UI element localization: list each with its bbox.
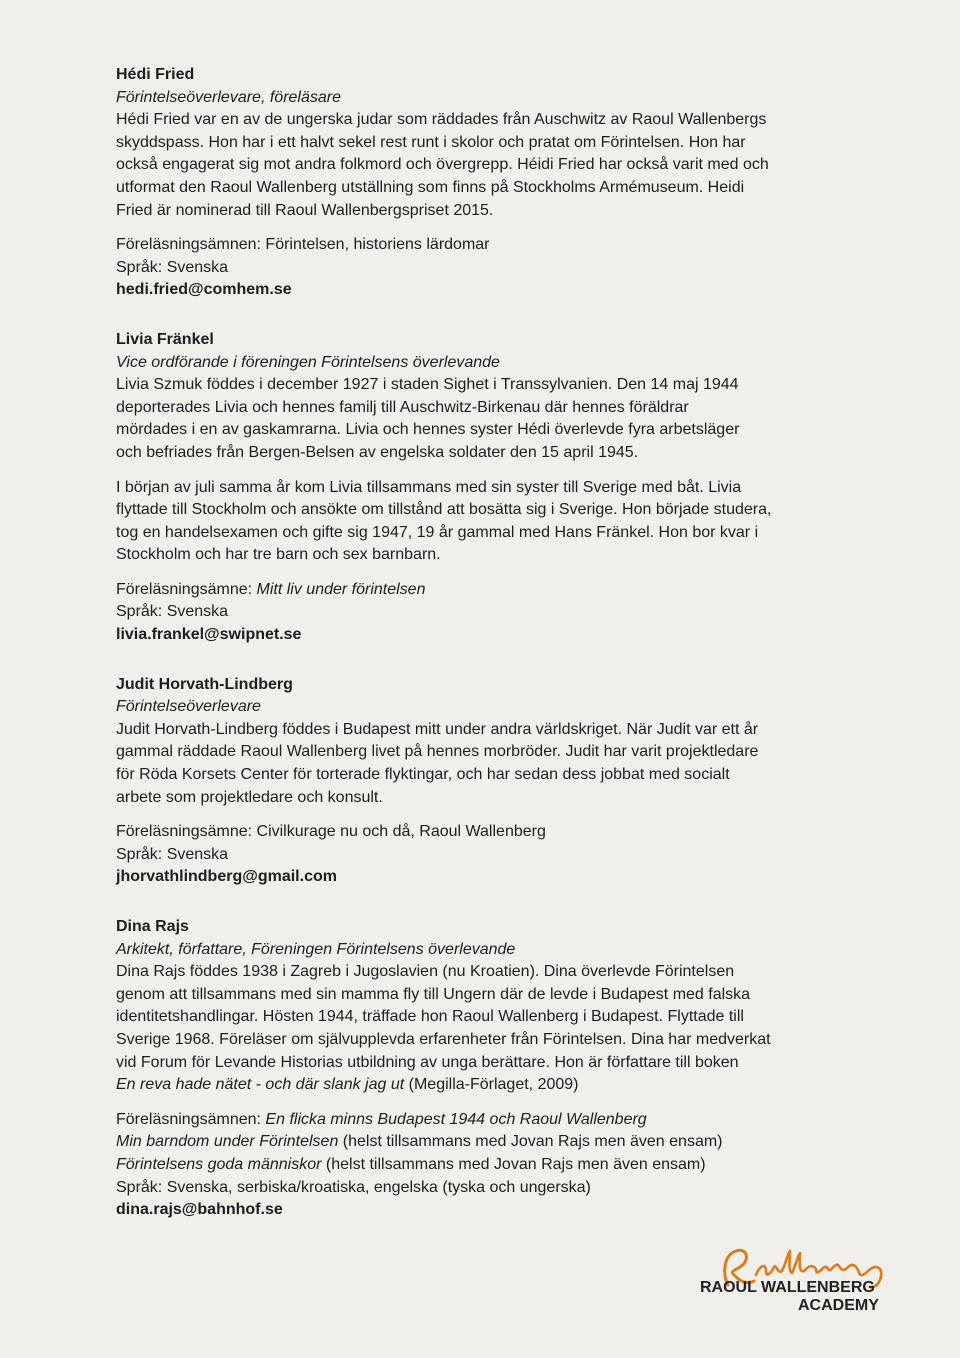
bio-line: Sverige 1968. Föreläser om självupplevda erfarenheter från Förintelsen. Dina har medverkat	[116, 1030, 771, 1048]
bio-line: och befriades från Bergen-Belsen av engelska soldater den 15 april 1945.	[116, 443, 639, 461]
email-link[interactable]: jhorvathlindberg@gmail.com	[116, 868, 337, 886]
language: Språk: Svenska	[116, 845, 229, 863]
lecture-topic	[116, 1131, 846, 1154]
bio-line: också engagerat sig mot andra folkmord och övergrepp. Héidi Fried har också varit med och	[116, 156, 769, 174]
bio-line: vid Forum för Levande Historias utbildning av unga berättare. Hon är författare till boken	[116, 1053, 739, 1071]
topics-label: Föreläsningsämnen:	[116, 1110, 266, 1128]
topics-label: Föreläsningsämne:	[116, 580, 257, 598]
bio-line: utformat den Raoul Wallenberg utställning som finns på Stockholms Armémuseum. Heidi	[116, 178, 745, 196]
lecture-topics: Föreläsningsämne: Civilkurage nu och då, Raoul Wallenberg	[116, 823, 546, 841]
speaker-role: Vice ordförande i föreningen Förintelsens överlevande	[116, 353, 500, 371]
lecture-topic	[116, 1154, 846, 1177]
bio-line: Stockholm och har tre barn och sex barnbarn.	[116, 546, 441, 564]
lecture-topics: Föreläsningsämnen: Förintelsen, historiens lärdomar	[116, 236, 490, 254]
bio-line: mördades i en av gaskamrarna. Livia och hennes syster Hédi överlevde fyra arbetsläger	[116, 421, 740, 439]
topic-title: Förintelsens goda människor	[116, 1155, 322, 1173]
bio-line	[116, 1074, 846, 1097]
lecture-topics	[116, 579, 846, 602]
book-publisher: (Megilla-Förlaget, 2009)	[404, 1076, 579, 1094]
topic-title: Mitt liv under förintelsen	[256, 580, 426, 598]
logo-line-2: ACADEMY	[798, 1297, 879, 1314]
lecture-topics	[116, 1109, 846, 1132]
bio-line: flyttade till Stockholm och ansökte om tillstånd att bosätta sig i Sverige. Hon började studera,	[116, 501, 772, 519]
speaker-name: Judit Horvath-Lindberg	[116, 675, 293, 693]
bio-line: för Röda Korsets Center för torterade flyktingar, och har sedan dess jobbat med socialt	[116, 766, 730, 784]
email-link[interactable]: livia.frankel@swipnet.se	[116, 626, 302, 644]
bio-line: genom att tillsammans med sin mamma fly till Ungern där de levde i Budapest med falska	[116, 985, 751, 1003]
document-body	[116, 64, 846, 1249]
email-link[interactable]: hedi.fried@comhem.se	[116, 281, 292, 299]
book-title: En reva hade nätet - och där slank jag ut	[116, 1076, 405, 1094]
speaker-name: Hédi Fried	[116, 66, 195, 83]
topic-title: Min barndom under Förintelsen	[116, 1133, 339, 1151]
language: Språk: Svenska	[116, 603, 229, 621]
logo-line-1: RAOUL WALLENBERG	[700, 1279, 875, 1296]
speaker-role: Förintelseöverlevare, föreläsare	[116, 88, 341, 106]
bio-line: deporterades Livia och hennes familj till Auschwitz-Birkenau där hennes föräldrar	[116, 398, 689, 416]
bio-line: Judit Horvath-Lindberg föddes i Budapest mitt under andra världskriget. När Judit var ett år	[116, 720, 759, 738]
speaker-entry-livia-frankel	[116, 329, 846, 647]
speaker-name: Dina Rajs	[116, 918, 189, 935]
email-link[interactable]: dina.rajs@bahnhof.se	[116, 1201, 283, 1219]
bio-line: gammal räddade Raoul Wallenberg livet på hennes morbröder. Judit har varit projektledare	[116, 743, 759, 761]
bio-line: identitetshandlingar. Hösten 1944, träffade hon Raoul Wallenberg i Budapest. Flyttade till	[116, 1008, 744, 1026]
bio-line: Livia Szmuk föddes i december 1927 i staden Sighet i Transsylvanien. Den 14 maj 1944	[116, 376, 739, 394]
language: Språk: Svenska, serbiska/kroatiska, engelska (tyska och ungerska)	[116, 1178, 591, 1196]
bio-line: tog en handelsexamen och gifte sig 1947, 19 år gammal med Hans Fränkel. Hon bor kvar i	[116, 523, 759, 541]
topic-title: En flicka minns Budapest 1944 och Raoul Wallenberg	[265, 1110, 647, 1128]
bio-line: Fried är nominerad till Raoul Wallenbergspriset 2015.	[116, 201, 494, 219]
speaker-role: Arkitekt, författare, Föreningen Förintelsens överlevande	[116, 940, 516, 958]
topic-note: (helst tillsammans med Jovan Rajs men även ensam)	[321, 1155, 706, 1173]
speaker-entry-judit-horvath-lindberg	[116, 674, 846, 889]
speaker-entry-dina-rajs	[116, 916, 846, 1222]
bio-line: skyddspass. Hon har i ett halvt sekel rest runt i skolor och pratat om Förintelsen. Hon har	[116, 133, 746, 151]
language: Språk: Svenska	[116, 258, 229, 276]
raoul-wallenberg-academy-logo	[700, 1245, 900, 1320]
speaker-role: Förintelseöverlevare	[116, 698, 261, 716]
speaker-name: Livia Fränkel	[116, 330, 214, 348]
bio-line: Hédi Fried var en av de ungerska judar som räddades från Auschwitz av Raoul Wallenbergs	[116, 111, 767, 129]
bio-line: I början av juli samma år kom Livia tillsammans med sin syster till Sverige med båt. Livia	[116, 478, 742, 496]
speaker-entry-hedi-fried	[116, 64, 846, 302]
bio-line: arbete som projektledare och konsult.	[116, 788, 383, 806]
topic-note: (helst tillsammans med Jovan Rajs men även ensam)	[338, 1133, 723, 1151]
bio-line: Dina Rajs föddes 1938 i Zagreb i Jugoslavien (nu Kroatien). Dina överlevde Förintelsen	[116, 963, 735, 981]
